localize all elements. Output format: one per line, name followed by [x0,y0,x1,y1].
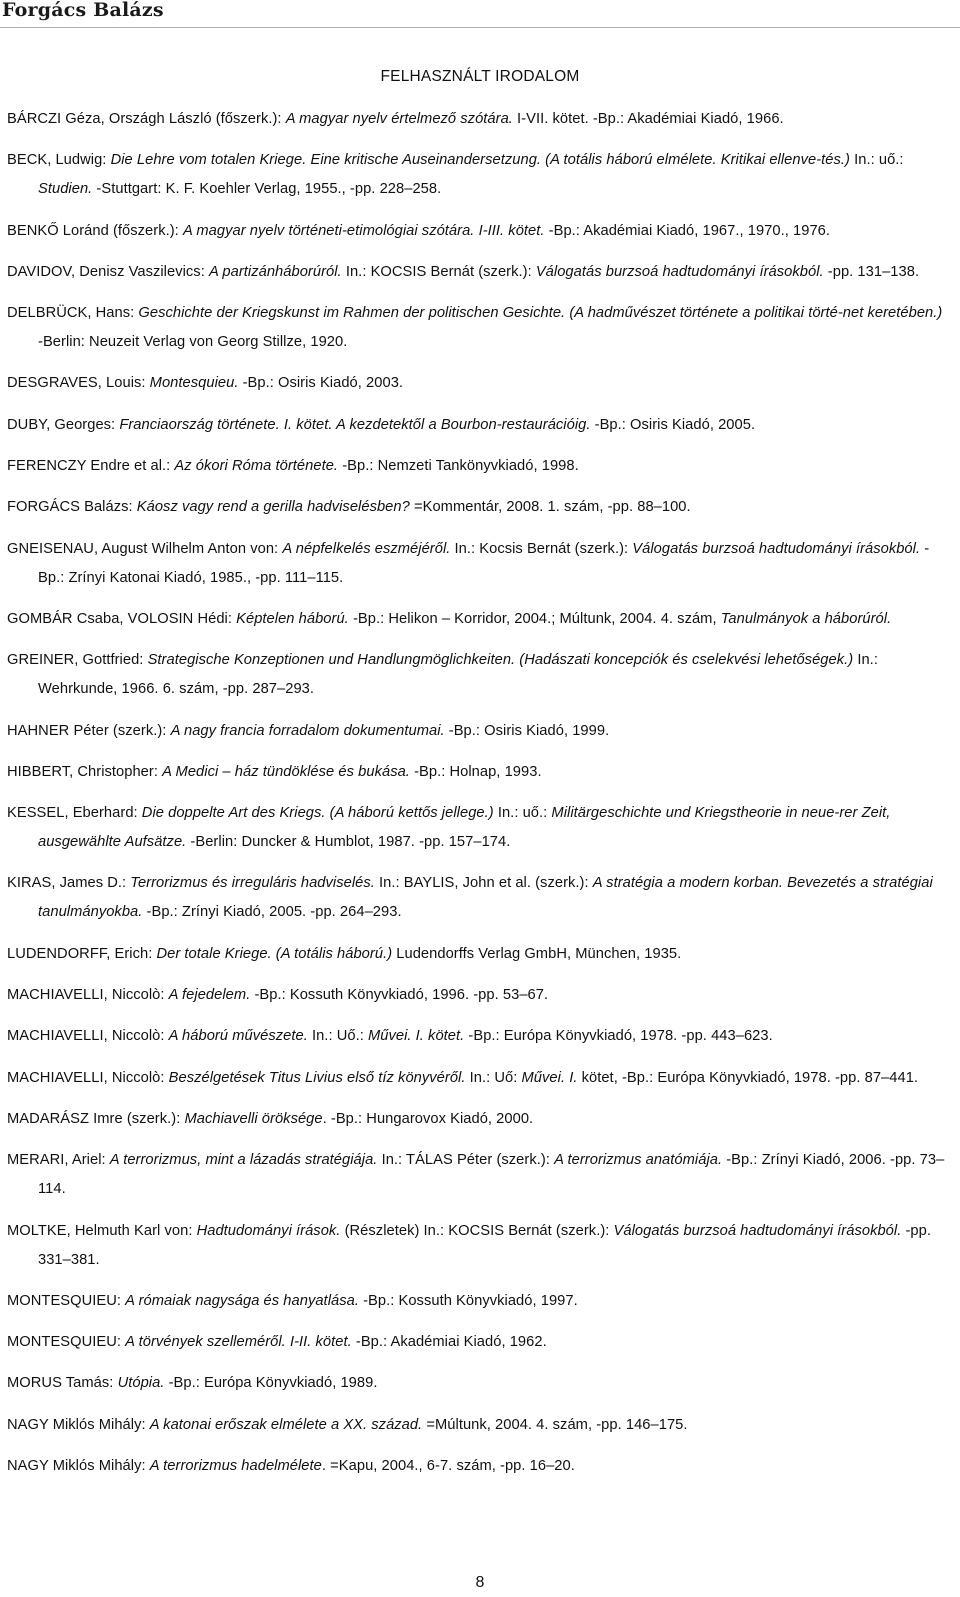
entry-text: In.: uő.: [849,152,904,169]
entry-title-text: Montesquieu. [149,375,239,392]
entry-text: -pp. 131–138. [823,263,920,280]
entry-title-text: Der totale Kriege. (A totális háború.) [156,945,393,962]
entry-text: MONTESQUIEU: [7,1292,126,1309]
entry-text: -Bp.: Zrínyi Kiadó, 2006. -pp. 73–114. [38,1152,945,1198]
entry-title-text: Válogatás burzsoá hadtudományi írásokból. [535,263,824,280]
entry-text: DESGRAVES, Louis: [7,375,150,392]
entry-text: DAVIDOV, Denisz Vaszilevics: [7,263,209,280]
entry-text: MORUS Tamás: [7,1375,118,1392]
bibliography-entry [7,981,947,1010]
bibliography-entry [7,299,947,357]
author-name: Forgács Balázs [2,0,164,21]
entry-text: DUBY, Georges: [7,416,120,433]
bibliography-entry [7,1328,947,1357]
entry-text: MOLTKE, Helmuth Karl von: [7,1222,197,1239]
entry-text: NAGY Miklós Mihály: [7,1458,150,1475]
entry-title-text: A terrorizmus anatómiája. [554,1152,723,1169]
entry-title-text: Militärgeschichte und Kriegstheorie in neue-rer Zeit, ausgewählte Aufsätze. [38,805,891,851]
entry-text: kötet, -Bp.: Európa Könyvkiadó, 1978. -pp. 87–441. [577,1069,919,1086]
bibliography-entry [7,146,947,204]
entry-text: -Bp.: Európa Könyvkiadó, 1989. [164,1375,378,1392]
entry-text: -Berlin: Neuzeit Verlag von Georg Stillze, 1920. [38,334,348,351]
bibliography-entry [7,799,947,857]
entry-text: -Stuttgart: K. F. Koehler Verlag, 1955., -pp. 228–258. [92,181,442,198]
entry-text: HIBBERT, Christopher: [7,763,163,780]
section-title: FELHASZNÁLT IRODALOM [380,68,580,85]
bibliography-entry [7,1105,947,1134]
page-number: 8 [475,1574,485,1591]
entry-title-text: Képtelen háború. [236,610,349,627]
entry-title-text: Tanulmányok a háborúról. [720,610,892,627]
entry-title-text: Terrorizmus és irreguláris hadviselés. [130,875,375,892]
entry-title-text: Utópia. [117,1375,165,1392]
bibliography-entry [7,369,947,398]
entry-title-text: A rómaiak nagysága és hanyatlása. [125,1292,359,1309]
entry-text: -Berlin: Duncker & Humblot, 1987. -pp. 157–174. [186,834,511,851]
bibliography-entry [7,1146,947,1204]
entry-text: -Bp.: Kossuth Könyvkiadó, 1996. -pp. 53–67. [250,987,549,1004]
entry-text: BENKŐ Loránd (főszerk.): [7,222,183,239]
entry-text: MONTESQUIEU: [7,1334,126,1351]
entry-title-text: A Medici – ház tündöklése és bukása. [162,763,410,780]
entry-title-text: Káosz vagy rend a gerilla hadviselésben? [136,499,410,516]
entry-text: KIRAS, James D.: [7,875,131,892]
entry-title-text: A fejedelem. [168,987,251,1004]
bibliography-entry [7,105,947,134]
entry-title-text: A stratégia a modern korban. Bevezetés a stratégiai tanulmányokba. [38,875,933,921]
entry-text: GOMBÁR Csaba, VOLOSIN Hédi: [7,610,237,627]
header-divider [0,27,960,28]
entry-text: LUDENDORFF, Erich: [7,945,157,962]
entry-text: KESSEL, Eberhard: [7,805,142,822]
bibliography-entry [7,646,947,704]
entry-text: -Bp.: Európa Könyvkiadó, 1978. -pp. 443–623. [464,1028,773,1045]
entry-title-text: A katonai erőszak elmélete a XX. század. [149,1416,423,1433]
entry-text: MACHIAVELLI, Niccolò: [7,1028,169,1045]
entry-text: MACHIAVELLI, Niccolò: [7,1069,169,1086]
entry-title-text: A partizánháborúról. [208,263,342,280]
entry-text: -Bp.: Holnap, 1993. [409,763,542,780]
entry-text: . =Kapu, 2004., 6-7. szám, -pp. 16–20. [321,1458,575,1475]
entry-title-text: A törvények szelleméről. I-II. kötet. [125,1334,352,1351]
entry-text: -Bp.: Akadémiai Kiadó, 1962. [351,1334,547,1351]
entry-text: In.: Uő: [465,1069,522,1086]
bibliography-entry [7,1369,947,1398]
entry-text: In.: uő.: [493,805,552,822]
entry-text: MACHIAVELLI, Niccolò: [7,987,169,1004]
bibliography-entry [7,493,947,522]
entry-text: (Részletek) In.: KOCSIS Bernát (szerk.): [340,1222,614,1239]
entry-title-text: Franciaország története. I. kötet. A kezdetektől a Bourbon-restaurációig. [119,416,591,433]
bibliography-entry [7,940,947,969]
entry-title-text: Die Lehre vom totalen Kriege. Eine kritische Auseinandersetzung. (A totális háború elmélete. Kritikai ellenve-tés.) [110,152,850,169]
entry-text: =Kommentár, 2008. 1. szám, -pp. 88–100. [409,499,691,516]
entry-text: BÁRCZI Géza, Országh László (főszerk.): [7,111,286,127]
bibliography-entry [7,1411,947,1440]
entry-title-text: A háború művészete. [168,1028,308,1045]
bibliography-entry [7,452,947,481]
entry-title-text: Die doppelte Art des Kriegs. (A háború kettős jellege.) [141,805,494,822]
entry-text: -Bp.: Osiris Kiadó, 1999. [444,722,610,739]
entry-text: MERARI, Ariel: [7,1152,110,1169]
bibliography-entry [7,1064,947,1093]
entry-text: MADARÁSZ Imre (szerk.): [7,1110,185,1127]
entry-text: NAGY Miklós Mihály: [7,1416,150,1433]
entry-title-text: Válogatás burzsoá hadtudományi írásokból. [632,540,921,557]
entry-title-text: A terrorizmus, mint a lázadás stratégiája. [109,1152,378,1169]
bibliography-entry [7,1452,947,1481]
entry-text: In.: Wehrkunde, 1966. 6. szám, -pp. 287–293. [38,652,878,698]
entry-text: -Bp.: Zrínyi Katonai Kiadó, 1985., -pp. 111–115. [38,540,930,586]
entry-title-text: A magyar nyelv történeti-etimológiai szótára. I-III. kötet. [182,222,545,239]
entry-title-text: Beszélgetések Titus Livius első tíz könyvéről. [168,1069,466,1086]
entry-text: In.: BAYLIS, John et al. (szerk.): [374,875,593,892]
entry-text: HAHNER Péter (szerk.): [7,722,171,739]
running-header [0,0,960,26]
bibliography-entry [7,535,947,593]
entry-text: -Bp.: Osiris Kiadó, 2003. [238,375,404,392]
bibliography-entry [7,605,947,634]
entry-text: In.: Uő.: [307,1028,368,1045]
entry-text: -Bp.: Nemzeti Tankönyvkiadó, 1998. [338,458,579,475]
bibliography-entry [7,869,947,927]
entry-text: In.: TÁLAS Péter (szerk.): [377,1152,555,1169]
entry-text: DELBRÜCK, Hans: [7,305,139,322]
entry-title-text: Geschichte der Kriegskunst im Rahmen der politischen Gesichte. (A hadművészet története a politikai törté-net keretében.) [138,305,943,322]
bibliography-entry [7,758,947,787]
entry-text: . -Bp.: Hungarovox Kiadó, 2000. [322,1110,534,1127]
entry-text: Ludendorffs Verlag GmbH, München, 1935. [392,945,682,962]
entry-title-text: Művei. I. kötet. [367,1028,465,1045]
bibliography-entry [7,1287,947,1316]
bibliography-entry [7,1217,947,1275]
entry-title-text: A terrorizmus hadelmélete [149,1458,322,1475]
entry-text: -Bp.: Kossuth Könyvkiadó, 1997. [358,1292,578,1309]
entry-title-text: A nagy francia forradalom dokumentumai. [170,722,445,739]
entry-text: -Bp.: Akadémiai Kiadó, 1967., 1970., 1976. [544,222,831,239]
bibliography-entry [7,1022,947,1051]
entry-text: -Bp.: Zrínyi Kiadó, 2005. -pp. 264–293. [142,904,402,921]
entry-text: I-VII. kötet. -Bp.: Akadémiai Kiadó, 1966. [512,111,784,127]
entry-text: FERENCZY Endre et al.: [7,458,175,475]
bibliography-list [7,105,947,1493]
entry-title-text: Az ókori Róma története. [174,458,339,475]
entry-text: =Múltunk, 2004. 4. szám, -pp. 146–175. [422,1416,688,1433]
entry-text: FORGÁCS Balázs: [7,499,137,516]
entry-title-text: Machiavelli öröksége [184,1110,323,1127]
entry-title-text: Strategische Konzeptionen und Handlungmöglichkeiten. (Hadászati koncepciók és cselekvési lehetőségek.) [147,652,854,669]
bibliography-entry [7,258,947,287]
bibliography-entry [7,411,947,440]
entry-title-text: A népfelkelés eszméjéről. [282,540,451,557]
entry-title-text: Válogatás burzsoá hadtudományi írásokból. [613,1222,902,1239]
entry-text: -Bp.: Helikon – Korridor, 2004.; Múltunk, 2004. 4. szám, [348,610,721,627]
bibliography-entry [7,217,947,246]
entry-text: BECK, Ludwig: [7,152,111,169]
entry-text: In.: Kocsis Bernát (szerk.): [450,540,633,557]
entry-text: In.: KOCSIS Bernát (szerk.): [341,263,536,280]
entry-text: GREINER, Gottfried: [7,652,148,669]
entry-title-text: A magyar nyelv értelmező szótára. [285,111,513,127]
entry-title-text: Művei. I. [521,1069,578,1086]
bibliography-entry [7,717,947,746]
entry-title-text: Studien. [38,181,93,198]
entry-title-text: Hadtudományi írások. [196,1222,341,1239]
entry-text: GNEISENAU, August Wilhelm Anton von: [7,540,283,557]
entry-text: -pp. 331–381. [38,1222,931,1268]
entry-text: -Bp.: Osiris Kiadó, 2005. [590,416,756,433]
